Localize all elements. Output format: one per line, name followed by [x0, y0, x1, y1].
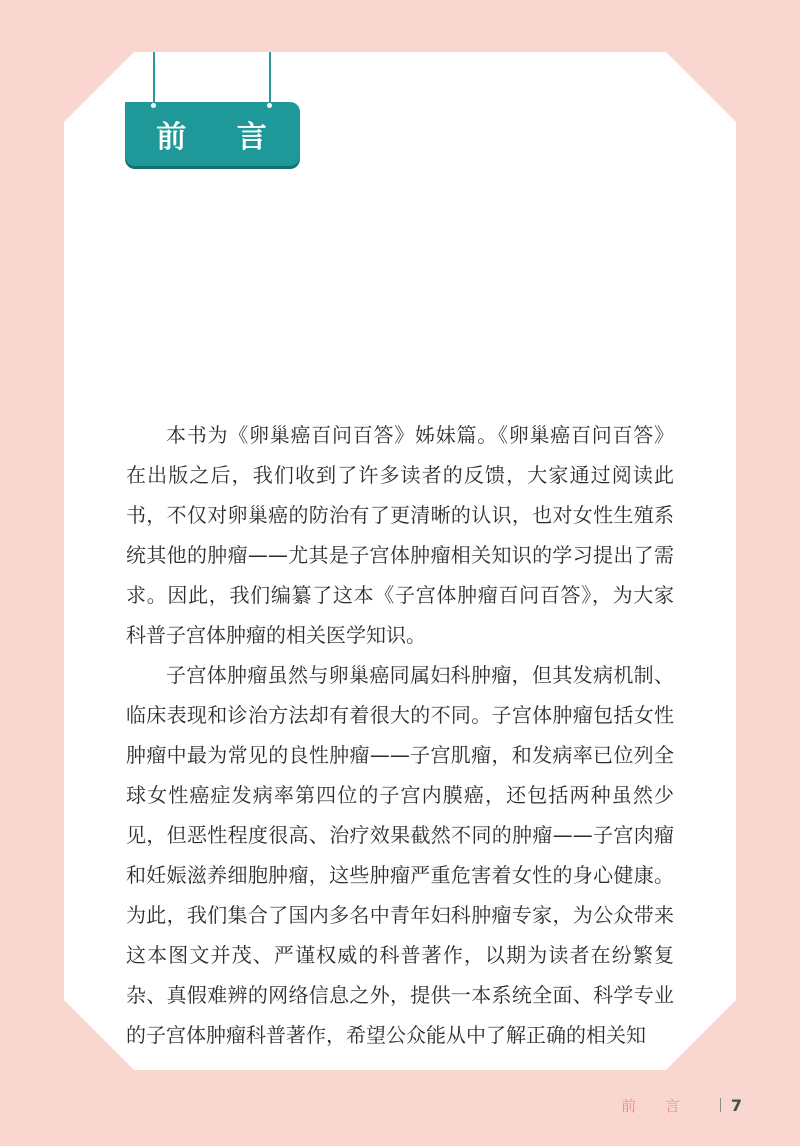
paragraph-1: 本书为《卵巢癌百问百答》姊妹篇。《卵巢癌百问百答》在出版之后，我们收到了许多读者的反馈，大家通过阅读此书，不仅对卵巢癌的防治有了更清晰的认识，也对女性生殖系统其他的肿瘤——尤其是子宫体肿瘤相关知识的学习提出了需求。因此，我们编纂了这本《子宫体肿瘤百问百答》，为大家科普子宫体肿瘤的相关医学知识。 [126, 423, 674, 647]
sign-hanger-right [269, 52, 271, 105]
sign-hole-left [151, 103, 156, 108]
footer-divider [720, 1098, 721, 1112]
sign-hole-right [267, 103, 272, 108]
section-title-sign [125, 102, 300, 166]
page-number: 7 [730, 1095, 742, 1115]
sign-hanger-left [153, 52, 155, 105]
section-title: 前 言 [156, 120, 287, 155]
footer-section-label: 前 言 [621, 1096, 692, 1115]
page-footer [621, 1093, 742, 1117]
preface-body [126, 415, 674, 1055]
paragraph-2: 子宫体肿瘤虽然与卵巢癌同属妇科肿瘤，但其发病机制、临床表现和诊治方法却有着很大的不同。子宫体肿瘤包括女性肿瘤中最为常见的良性肿瘤——子宫肌瘤，和发病率已位列全球女性癌症发病率第四位的子宫内膜癌，还包括两种虽然少见，但恶性程度很高、治疗效果截然不同的肿瘤——子宫肉瘤和妊娠滋养细胞肿瘤，这些肿瘤严重危害着女性的身心健康。为此，我们集合了国内多名中青年妇科肿瘤专家，为公众带来这本图文并茂、严谨权威的科普著作，以期为读者在纷繁复杂、真假难辨的网络信息之外，提供一本系统全面、科学专业的子宫体肿瘤科普著作，希望公众能从中了解正确的相关知 [126, 663, 674, 1047]
